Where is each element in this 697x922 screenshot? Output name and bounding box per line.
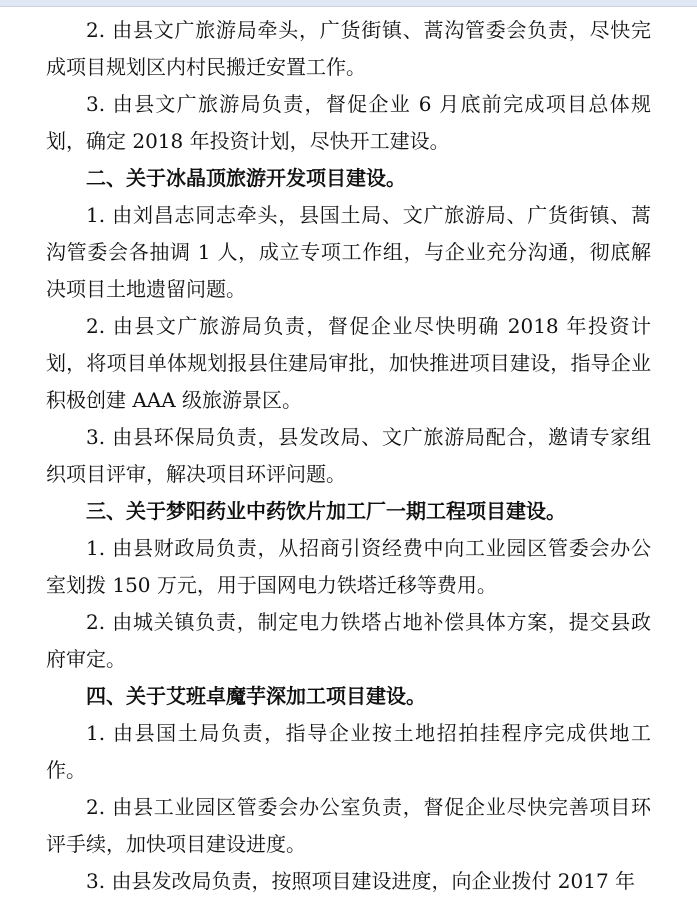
paragraph-item: 2. 由县工业园区管委会办公室负责，督促企业尽快完善项目环评手续，加快项目建设进度。 bbox=[46, 795, 651, 856]
paragraph-item: 2. 由县文广旅游局负责，督促企业尽快明确 2018 年投资计划，将项目单体规划报县住建局审批，加快推进项目建设，指导企业积极创建 AAA 级旅游景区。 bbox=[46, 314, 651, 412]
paragraph-item: 2. 由城关镇负责，制定电力铁塔占地补偿具体方案，提交县政府审定。 bbox=[46, 610, 651, 671]
paragraph-item: 1. 由县国土局负责，指导企业按土地招拍挂程序完成供地工作。 bbox=[46, 721, 651, 782]
section-heading: 二、关于冰晶顶旅游开发项目建设。 bbox=[86, 166, 406, 190]
viewer-top-bar bbox=[0, 0, 697, 7]
document-page bbox=[46, 12, 651, 900]
paragraph-item: 3. 由县环保局负责，县发改局、文广旅游局配合，邀请专家组织项目评审，解决项目环评问题。 bbox=[46, 425, 651, 486]
paragraph-item: 1. 由县财政局负责，从招商引资经费中向工业园区管委会办公室划拨 150 万元，用于国网电力铁塔迁移等费用。 bbox=[46, 536, 651, 597]
paragraph-item: 2. 由县文广旅游局牵头，广货街镇、蒿沟管委会负责，尽快完成项目规划区内村民搬迁安置工作。 bbox=[46, 18, 651, 79]
section-heading: 四、关于艾班卓魔芋深加工项目建设。 bbox=[86, 684, 426, 708]
paragraph-item: 3. 由县文广旅游局负责，督促企业 6 月底前完成项目总体规划，确定 2018 年投资计划，尽快开工建设。 bbox=[46, 92, 651, 153]
paragraph-item: 1. 由刘昌志同志牵头，县国土局、文广旅游局、广货街镇、蒿沟管委会各抽调 1 人，成立专项工作组，与企业充分沟通，彻底解决项目土地遗留问题。 bbox=[46, 203, 651, 301]
paragraph-item: 3. 由县发改局负责，按照项目建设进度，向企业拨付 2017 年 bbox=[86, 869, 636, 893]
section-heading: 三、关于梦阳药业中药饮片加工厂一期工程项目建设。 bbox=[86, 499, 566, 523]
